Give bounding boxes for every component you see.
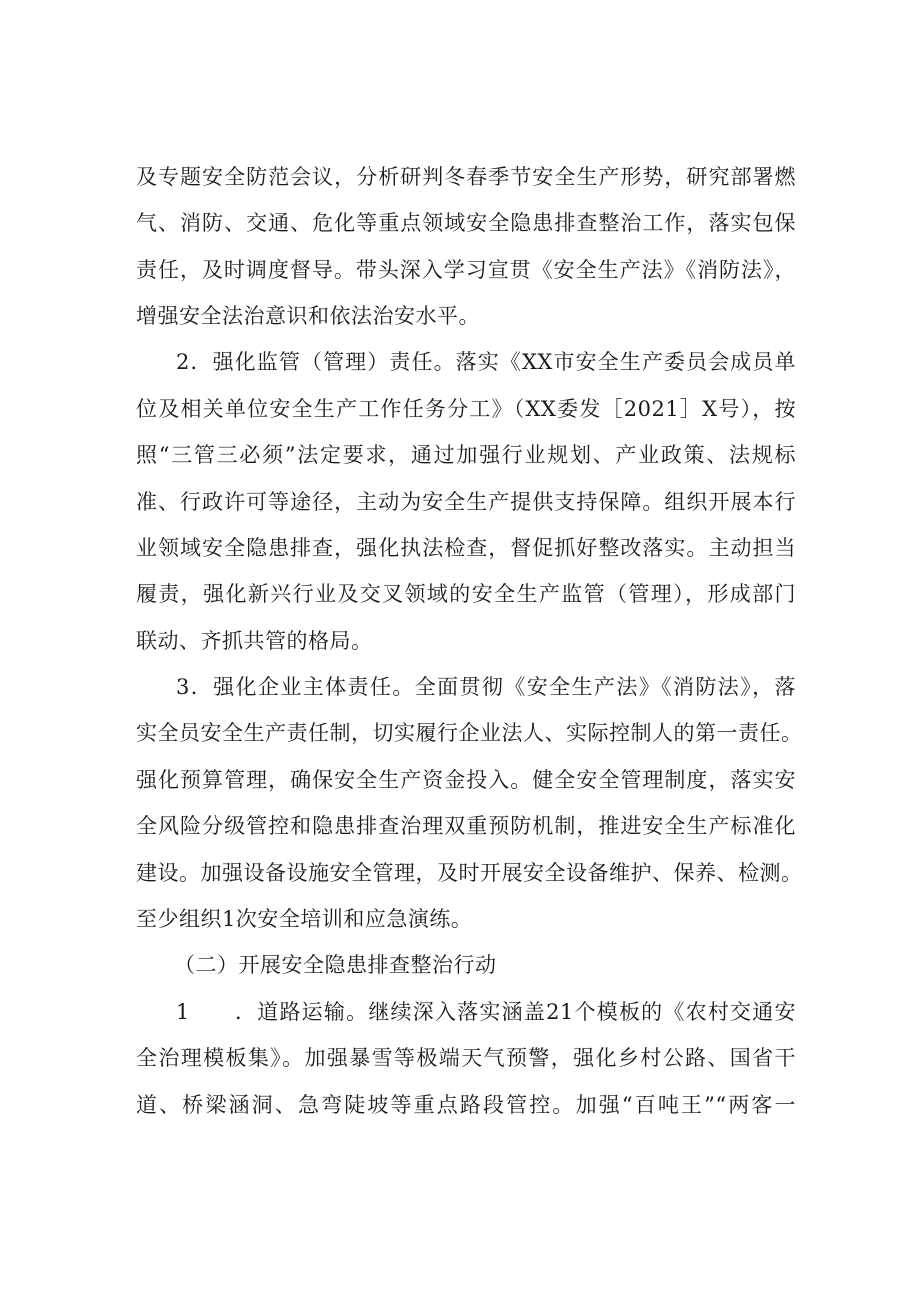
paragraph-line: 3．强化企业主体责任。全面贯彻《安全生产法》《消防法》，落 xyxy=(176,675,796,699)
paragraph-line: 准、行政许可等途径，主动为安全生产提供支持保障。组织开展本行 xyxy=(136,490,796,514)
section-heading: （二）开展安全隐患排查整治行动 xyxy=(174,953,497,977)
paragraph-line: 实全员安全生产责任制，切实履行企业法人、实际控制人的第一责任。 xyxy=(136,721,803,745)
paragraph-line: 1 ．道路运输。继续深入落实涵盖21个模板的《农村交通安 xyxy=(176,1000,796,1024)
paragraph-line: 强化预算管理，确保安全生产资金投入。健全安全管理制度，落实安 xyxy=(136,768,796,792)
paragraph-line: 2．强化监管（管理）责任。落实《XX市安全生产委员会成员单 xyxy=(176,350,796,374)
paragraph-line: 照“三管三必须”法定要求，通过加强行业规划、产业政策、法规标 xyxy=(136,443,796,467)
paragraph-line: 业领域安全隐患排查，强化执法检查，督促抓好整改落实。主动担当 xyxy=(136,536,796,560)
paragraph-line: 及专题安全防范会议，分析研判冬春季节安全生产形势，研究部署燃 xyxy=(136,165,796,189)
paragraph-line: 全风险分级管控和隐患排查治理双重预防机制，推进安全生产标准化 xyxy=(136,814,796,838)
paragraph-line: 增强安全法治意识和依法治安水平。 xyxy=(136,304,480,328)
paragraph-line: 履责，强化新兴行业及交叉领域的安全生产监管（管理），形成部门 xyxy=(136,582,796,606)
paragraph-line: 责任，及时调度督导。带头深入学习宣贯《安全生产法》《消防法》， xyxy=(136,258,796,282)
paragraph-line: 道、桥梁涵洞、急弯陡坡等重点路段管控。加强“百吨王”“两客一 xyxy=(136,1093,796,1117)
paragraph-line: 气、消防、交通、危化等重点领域安全隐患排查整治工作，落实包保 xyxy=(136,211,796,235)
paragraph-line: 至少组织1次安全培训和应急演练。 xyxy=(136,907,473,931)
paragraph-line: 联动、齐抓共管的格局。 xyxy=(136,629,373,653)
paragraph-line: 全治理模板集》。加强暴雪等极端天气预警，强化乡村公路、国省干 xyxy=(136,1046,796,1070)
paragraph-line: 建设。加强设备设施安全管理，及时开展安全设备维护、保养、检测。 xyxy=(136,861,803,885)
paragraph-line: 位及相关单位安全生产工作任务分工》（XX委发［2021］X号），按 xyxy=(136,397,796,421)
